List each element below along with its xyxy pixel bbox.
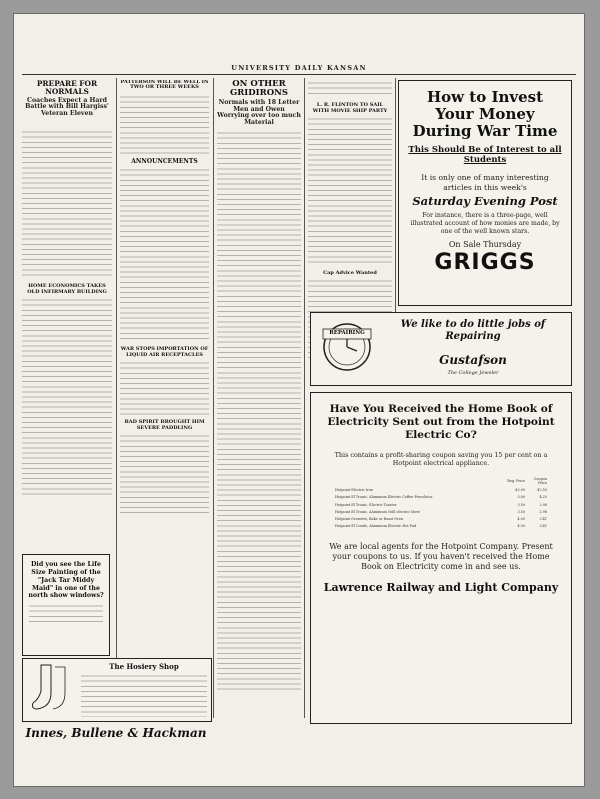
article-headline: L. R. FLINTON TO SAIL WITH MOVIE SHIP PARTY xyxy=(312,102,388,114)
price-table xyxy=(335,475,547,529)
table-cell: $2.55 xyxy=(537,488,547,493)
article-headline: WAR STOPS IMPORTATION OF LIQUID AIR RECEPTACLES xyxy=(120,345,209,358)
table-row xyxy=(335,515,547,522)
table-row xyxy=(335,494,547,501)
war-time-ad xyxy=(398,80,572,306)
article-body-text: ⠀ xyxy=(22,120,25,125)
table-header-cell: Coupon Price xyxy=(533,476,547,485)
masthead-rule xyxy=(22,74,576,75)
article-headline: PATTERSON WILL BE WELL IN TWO OR THREE WEEKS xyxy=(120,80,209,91)
table-cell: Hotpoint El Comfo, Aluminum Electric Hot Pad xyxy=(335,524,417,529)
column-3 xyxy=(217,80,301,720)
ad-tagline: The College Jeweler xyxy=(447,370,499,376)
column-divider xyxy=(213,78,214,718)
hotpoint-ad xyxy=(310,392,572,724)
ad-headline: The Hosiery Shop xyxy=(109,662,179,671)
column-divider xyxy=(304,78,305,718)
article-body-text xyxy=(22,129,112,279)
store-name: GRIGGS xyxy=(434,249,536,275)
article-headline: HOME ECONOMICS TAKES OLD INFIRMARY BUILDING xyxy=(27,283,107,296)
column-2 xyxy=(120,80,209,550)
article-subhead: Coaches Expect a Hard Battle with Bill Hargiss' Veteran Eleven xyxy=(25,96,109,118)
table-row xyxy=(335,508,547,515)
table-row xyxy=(335,522,547,529)
newspaper-page xyxy=(14,14,584,786)
table-header-cell xyxy=(335,475,503,486)
ad-headline: Have You Received the Home Book of Electricity Sent out from the Hotpoint Electric Co? xyxy=(327,403,555,442)
table-row xyxy=(335,487,547,494)
table-cell: Hotpoint Ovenette, Bake or Roast Oven xyxy=(335,516,404,521)
repairing-badge: REPAIRING xyxy=(329,330,365,336)
ad-headline: How to Invest Your Money During War Time xyxy=(412,88,558,140)
article-body-text xyxy=(217,130,301,690)
table-cell: 2.98 xyxy=(539,502,547,507)
jack-tar-ad xyxy=(22,554,110,656)
article-subhead: Normals with 18 Letter Men and Owen Worrying over too much Material xyxy=(217,98,301,127)
table-cell: 3.50 xyxy=(517,502,525,507)
article-body-text xyxy=(308,116,392,266)
ad-on-sale: On Sale Thursday xyxy=(448,239,522,249)
ad-body: It is only one of many interesting articles in this week's xyxy=(421,173,549,192)
article-body-text xyxy=(120,360,209,415)
table-cell: Hotpoint El Tronic, Aluminum Electric Coffee Percolator xyxy=(335,495,433,500)
ad-headline: We like to do little jobs of Repairing xyxy=(400,319,546,342)
ad-headline: Did you see the Life Size Painting of the "Jack Tar Middy Maid" in one of the north show windows? xyxy=(28,561,104,600)
table-cell: 4.00 xyxy=(517,524,525,529)
table-cell: 3.41 xyxy=(539,516,547,521)
table-row xyxy=(335,501,547,508)
article-headline: ON OTHER GRIDIRONS xyxy=(229,80,289,98)
ad-offer: For instance, there is a three-page, well illustrated account of how monies are made, by one of the well known stars. xyxy=(410,212,560,235)
repairing-clock-icon xyxy=(319,321,375,373)
table-cell: $3.00 xyxy=(515,488,525,493)
article-body-text xyxy=(120,433,209,513)
ad-publication: Saturday Evening Post xyxy=(412,194,558,209)
column-1 xyxy=(22,80,112,550)
masthead: UNIVERSITY DAILY KANSAN xyxy=(231,64,367,72)
table-header xyxy=(335,475,547,486)
jeweler-signature: Gustafson xyxy=(439,353,507,367)
article-headline: Cap Advice Wanted xyxy=(323,270,377,276)
table-cell: 3.41 xyxy=(539,524,547,529)
company-name: Lawrence Railway and Light Company xyxy=(323,580,559,594)
article-body-text xyxy=(308,80,392,98)
table-cell: 2.98 xyxy=(539,509,547,514)
table-cell: 4.25 xyxy=(539,495,547,500)
article-body-text xyxy=(120,94,209,154)
ad-body: This contains a profit-sharing coupon saving you 15 per cent on a Hotpoint electrical appliance. xyxy=(334,450,548,468)
repair-ad xyxy=(310,312,572,386)
announcements-text xyxy=(120,167,209,342)
ad-subhead: This Should Be of Interest to all Students xyxy=(408,145,562,166)
ad-body-text xyxy=(81,673,207,717)
ad-body-text xyxy=(29,603,103,625)
section-heading: ANNOUNCEMENTS xyxy=(131,157,198,165)
table-header-cell: Reg. Price xyxy=(507,478,525,483)
table-cell: Hotpoint El Tronic, Electric Toaster xyxy=(335,502,397,507)
article-headline: BAD SPIRIT BROUGHT HIM SEVERE PADDLING xyxy=(124,418,205,431)
hosiery-ad xyxy=(22,658,212,722)
table-cell: 4.00 xyxy=(517,516,525,521)
article-body-text xyxy=(22,297,112,497)
article-headline: PREPARE FOR NORMALS xyxy=(36,80,98,96)
table-cell: Hotpoint El Tronic, Aluminum Grill electric Stove xyxy=(335,509,421,514)
hosiery-illustration xyxy=(27,663,71,715)
table-cell: Hotpoint Electric Iron xyxy=(335,488,373,493)
ad-agents-text: We are local agents for the Hotpoint Company. Present your coupons to us. If you haven't received the Home Book on Electricity come in and see us. xyxy=(329,541,553,572)
table-cell: 3.50 xyxy=(517,509,525,514)
column-divider xyxy=(116,78,117,718)
store-signature: Innes, Bullene & Hackman xyxy=(25,726,207,740)
table-cell: 5.00 xyxy=(517,495,525,500)
